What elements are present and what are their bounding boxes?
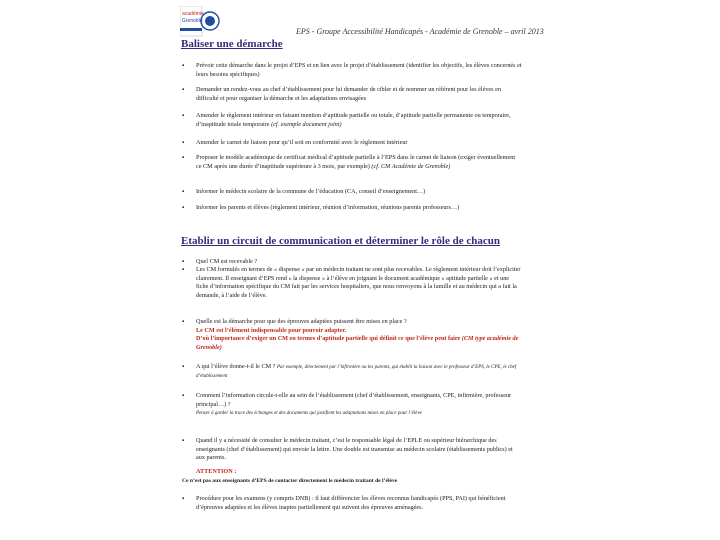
section-title-baliser: Baliser une démarche [181, 38, 283, 50]
logo-word-2: Grenoble [182, 18, 203, 24]
academie-grenoble-logo [180, 6, 228, 40]
list-item: ▪ Quand il y a nécessité de consulter le médecin traitant, c’est le responsable légal de l’EPLE ou supérieur hiérarchique des enseignants (chef d’établissement) qui envoie la lettre. Une double est transmise au médecin scolaire (établissements publics) et aux parents. [182, 437, 513, 462]
list-item: ▪ Informer les parents et élèves (règlement intérieur, réunion d’information, réunions parents professeurs…) [182, 204, 460, 211]
logo-word-1: académie [182, 11, 204, 17]
list-item: ▪ Procédure pour les examens (y compris DNB) : il faut différencier les élèves reconnus handicapés (PPS, PAI) qui bénéficient d’épreuves adaptées et les élèves inaptes partiellement qui suivent des épreuves aménagées. [182, 495, 506, 511]
attention-label: ATTENTION : [196, 468, 237, 475]
list-item: ▪ Prévoir cette démarche dans le projet d’EPS et en lien avec le projet d’établissement (identifier les objectifs, les élèves concernés et leurs besoins spécifiques) [182, 62, 522, 78]
list-item: ▪ Proposer le modèle académique de certificat médical d’aptitude partielle à l’EPS dans le carnet de liaison (exiger éventuellement ce CM après une durée d’inaptitude supérieure à 3 mois, par exemple) (cf. CM Académie de Grenoble) [182, 154, 516, 170]
list-item: ▪ Informer le médecin scolaire de la commune de l’éducation (CA, conseil d’enseignement…) [182, 188, 426, 195]
section-title-circuit: Etablir un circuit de communication et déterminer le rôle de chacun [181, 235, 500, 247]
list-item: ▪ Amender le carnet de liaison pour qu’il soit en conformité avec le règlement intérieur [182, 139, 408, 146]
list-item: ▪ Comment l’information circule-t-elle au sein de l’établissement (chef d’établissement, enseignants, CPE, infirmière, professeur principal…) ? Penser à garder la trace des échanges et des documents qui justifient les adaptations mises en place pour l’élève [182, 392, 512, 417]
list-item: ▪ Demander un rendez-vous au chef d’établissement pour lui demander de cibler et de nommer un référent pour les élèves en difficulté et pour organiser la démarche et les adaptations envisagées [182, 86, 501, 102]
list-item: ▪ A qui l’élève donne-t-il le CM ? Par exemple, directement par l’infirmière ou les parents, qui établit la liaison avec le professeur d’EPS, le CPE, le chef d’établissement [182, 363, 517, 379]
list-item: ▪ Les CM formulés en termes de « dispense » par un médecin traitant ne sont plus recevables. Le règlement intérieur doit l’expliciter clairement. Il enseignant d’EPS rend « la dispense » à l’élève en joignant le document académique « aptitude partielle » et une fiche d’information spécifique du CM fait par les services hospitaliers, que nous renvoyons à la famille et au médecin qui a fait la demande, à l’aide de l’élève. [182, 266, 521, 299]
attention-note: Ce n’est pas aux enseignants d’EPS de contacter directement le médecin traitant de l’élève [182, 478, 398, 484]
list-item: ▪ Quel CM est recevable ? [182, 258, 258, 265]
list-item: ▪ Quelle est la démarche pour que des épreuves adaptées puissent être mises en place ? Le CM est l’élément indispensable pour pouvoir adapter. D’où l’importance d’exiger un CM en termes d’aptitude partielle qui définit ce que l’élève peut faire (CM type académie de Grenoble) [182, 318, 519, 351]
list-item: ▪ Amender le règlement intérieur en faisant mention d’aptitude partielle ou totale, d’aptitude partielle permanente ou temporaire, d’inaptitude totale temporaire (cf. exemple document joint) [182, 112, 511, 128]
header-subtitle: EPS - Groupe Accessibilité Handicapés - Académie de Grenoble – avril 2013 [296, 27, 544, 36]
